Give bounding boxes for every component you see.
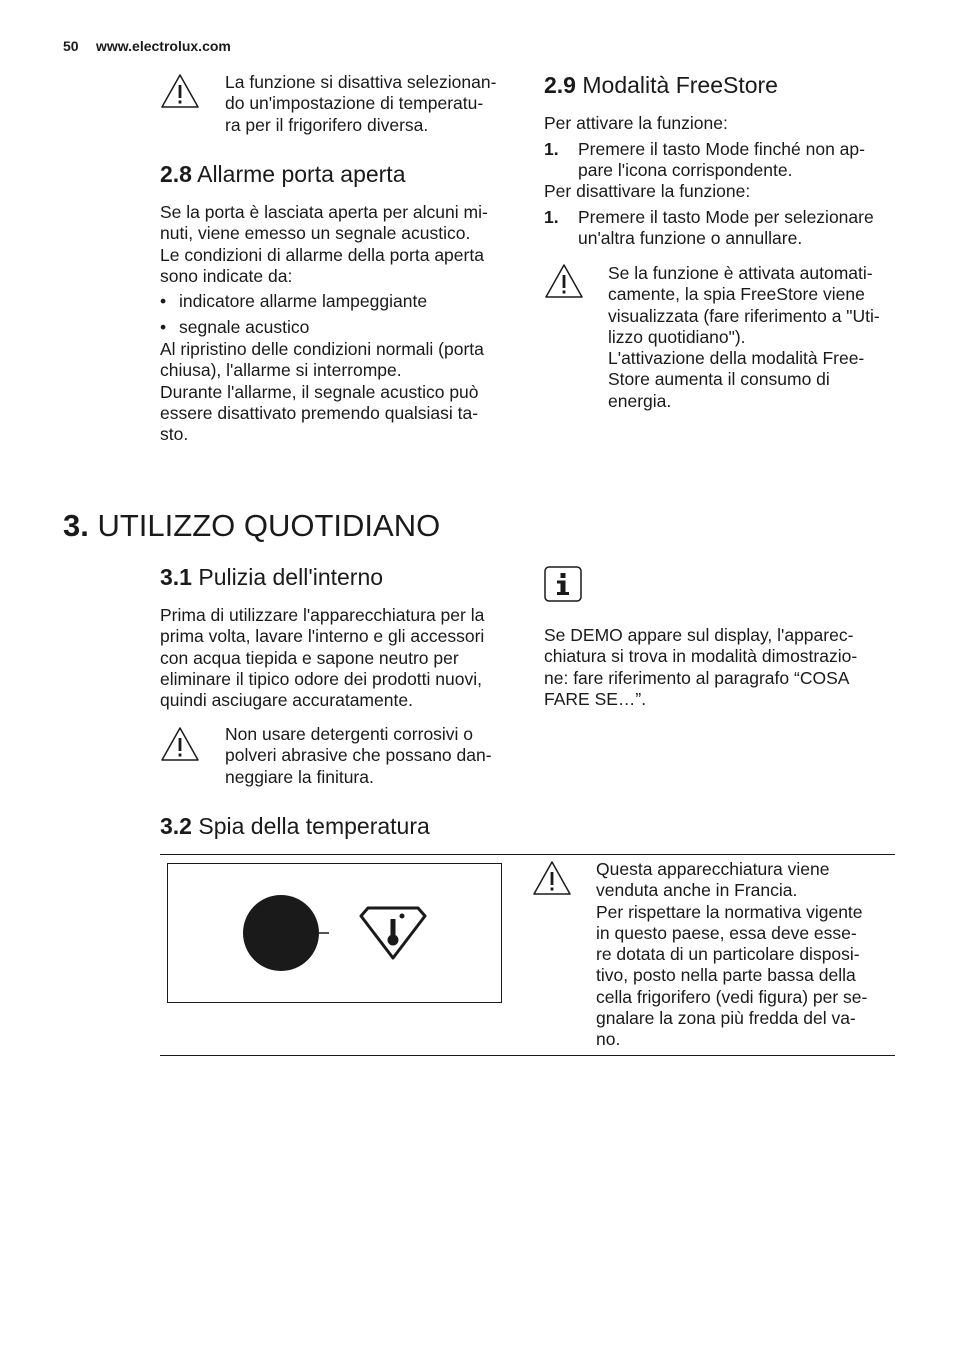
section-heading-2-9	[544, 71, 778, 99]
bullet-marker: •	[160, 291, 167, 311]
indicator-dot	[243, 895, 319, 971]
list-item	[160, 291, 427, 312]
step-number: 1.	[544, 207, 559, 227]
section-title: Modalità FreeStore	[582, 72, 778, 98]
info-text: Se DEMO appare sul display, l'apparec- chiatura si trova in modalità dimostrazio- ne: fare riferimento al paragrafo “COSA FARE SE…”.	[544, 625, 858, 709]
cold-zone-icon	[356, 904, 430, 962]
warning-text: Questa apparecchiatura viene venduta anche in Francia. Per rispettare la normativa vigente in questo paese, essa deve esse- re dotata di un particolare disposi- tivo, posto nella parte bassa della cella frigorifero (vedi figura) per se- gnalare la zona più fredda del va- no.	[596, 859, 868, 1050]
list-item	[160, 317, 309, 338]
step-number: 1.	[544, 139, 559, 159]
page-number: 50	[63, 38, 79, 54]
paragraph: Al ripristino delle condizioni normali (porta chiusa), l'allarme si interrompe. Durante l'allarme, il segnale acustico può essere disattivato premendo qualsiasi ta- sto.	[160, 339, 484, 445]
warning-icon	[532, 860, 572, 896]
section-number: 3.2	[160, 813, 192, 839]
paragraph: Prima di utilizzare l'apparecchiatura per la prima volta, lavare l'interno e gli accessori con acqua tiepida e sapone neutro per eliminare il tipico odore dei prodotti nuovi, quindi asciugare accuratamente.	[160, 605, 485, 711]
table-bottom-rule	[160, 1055, 895, 1056]
activate-label: Per attivare la funzione:	[544, 113, 728, 133]
section-title: Spia della temperatura	[198, 813, 430, 839]
section-heading-2-8	[160, 160, 406, 188]
section-title: Pulizia dell'interno	[198, 564, 384, 590]
warning-icon	[544, 263, 584, 299]
warning-text: La funzione si disattiva selezionan- do un'impostazione di temperatu- ra per il frigorifero diversa.	[225, 72, 497, 135]
paragraph: Se la porta è lasciata aperta per alcuni mi- nuti, viene emesso un segnale acustico. Le condizioni di allarme della porta aperta sono indicate da:	[160, 202, 488, 286]
info-icon	[544, 566, 582, 602]
chapter-title: UTILIZZO QUOTIDIANO	[97, 508, 441, 543]
step-item	[544, 207, 904, 250]
section-heading-3-1	[160, 563, 383, 591]
section-number: 2.8	[160, 161, 192, 187]
section-number: 3.1	[160, 564, 192, 590]
warning-text: Non usare detergenti corrosivi o polveri abrasive che possano dan- neggiare la finitura.	[225, 724, 492, 787]
section-number: 2.9	[544, 72, 576, 98]
section-heading-3-2	[160, 812, 430, 840]
list-item-text: segnale acustico	[179, 317, 310, 337]
step-text: Premere il tasto Mode per selezionare un'altra funzione o annullare.	[578, 207, 874, 249]
table-top-rule	[160, 854, 895, 855]
bullet-marker: •	[160, 317, 167, 337]
warning-icon	[160, 726, 200, 762]
step-item	[544, 139, 899, 182]
chapter-number: 3.	[63, 508, 89, 543]
website-link[interactable]: www.electrolux.com	[96, 38, 231, 54]
figure-drawing	[168, 864, 501, 1002]
list-item-text: indicatore allarme lampeggiante	[179, 291, 428, 311]
warning-icon	[160, 73, 200, 109]
step-text: Premere il tasto Mode finché non ap- pare l'icona corrispondente.	[578, 139, 865, 181]
deactivate-label: Per disattivare la funzione:	[544, 181, 751, 201]
warning-text: Se la funzione è attivata automati- camente, la spia FreeStore viene visualizzata (fare riferimento a "Uti- lizzo quotidiano"). L'attivazione della modalità Free- Store aumenta il consumo di energia.	[608, 263, 880, 411]
chapter-heading	[63, 508, 440, 544]
temperature-indicator-figure	[167, 863, 502, 1003]
section-title: Allarme porta aperta	[197, 161, 406, 187]
